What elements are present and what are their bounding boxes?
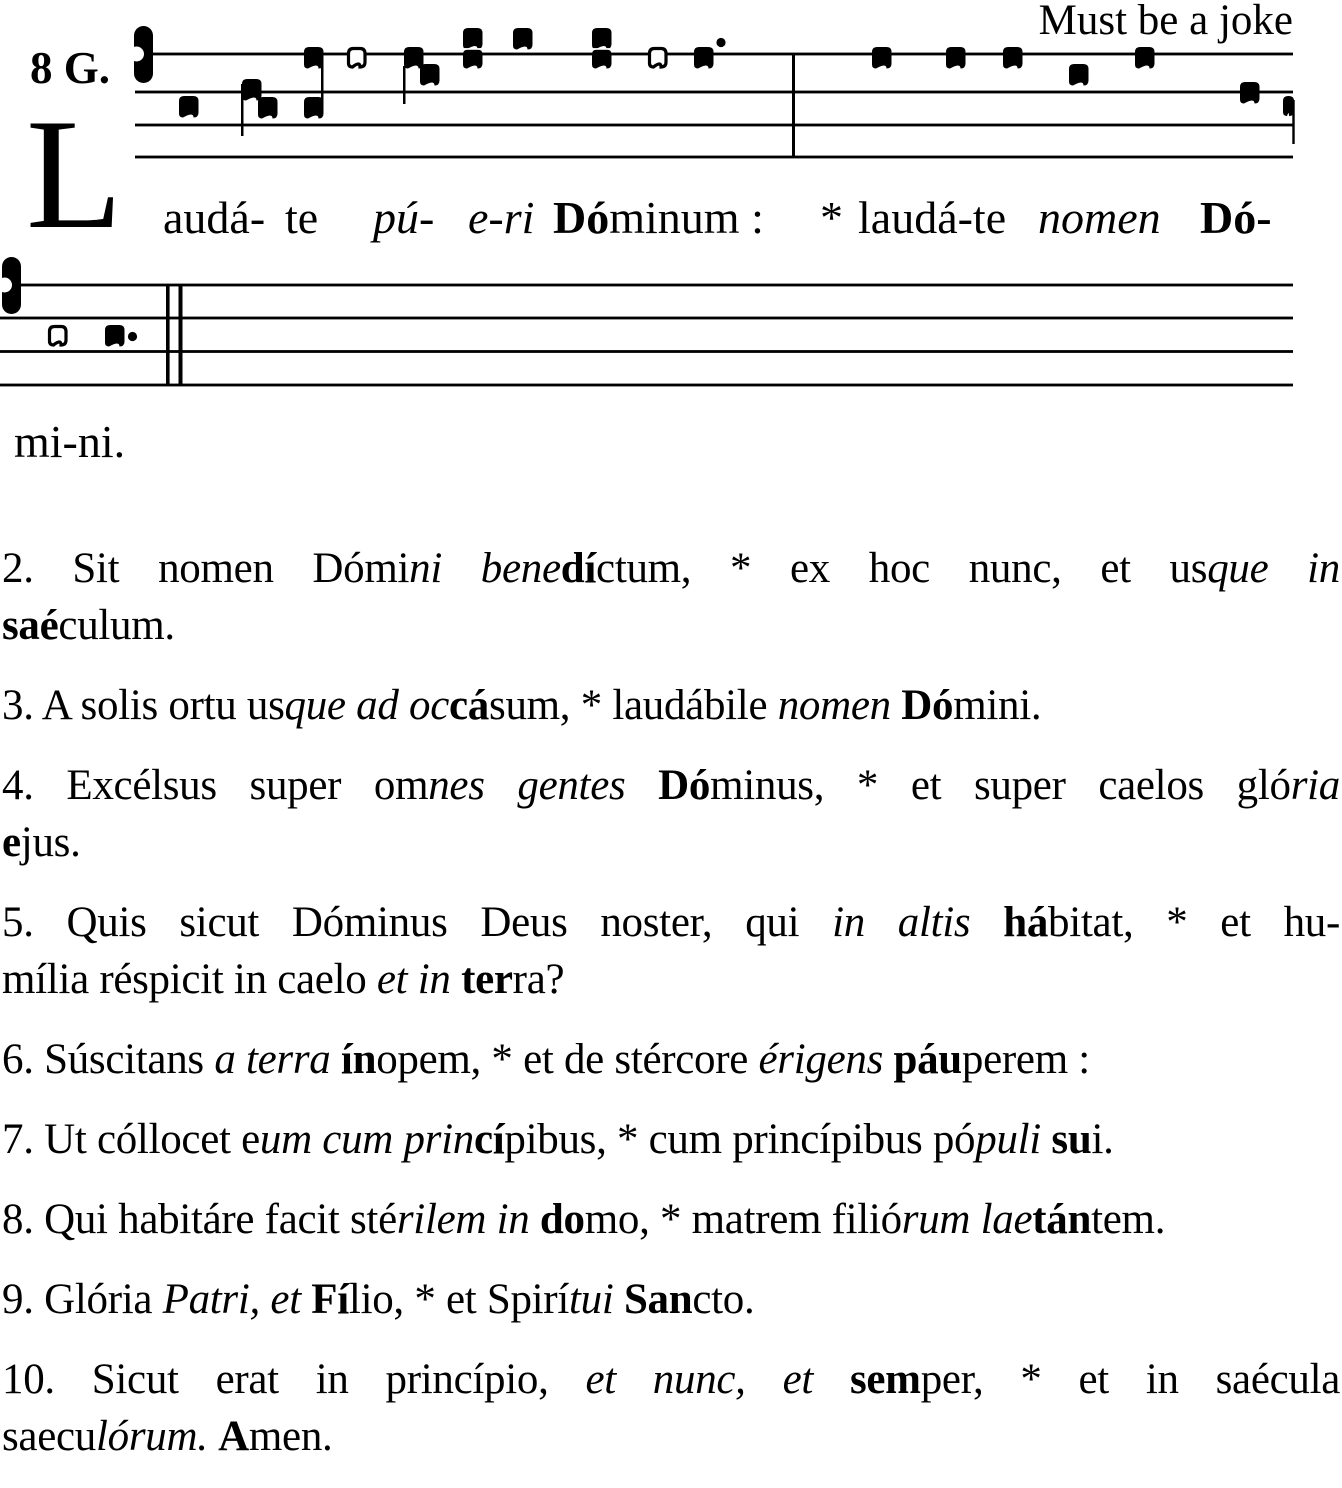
lyric-syllable [163, 191, 265, 244]
verse-text-run: mini. [953, 682, 1042, 729]
verse-text-run: saecu [2, 1413, 96, 1460]
punctum-note [872, 47, 892, 69]
verse-text-run [883, 1036, 893, 1083]
staff-line [135, 156, 1293, 159]
punctum-note [1069, 64, 1089, 86]
staff-line [0, 284, 1293, 287]
verse-text-run: 3. A solis ortu us [2, 682, 285, 729]
verse-text-run: ter [461, 956, 513, 1003]
verse-line [2, 814, 1340, 871]
verse-text-run [625, 762, 658, 809]
verse-text-run [746, 1356, 783, 1403]
psalm-verse [2, 1351, 1340, 1465]
verse-text-run: que ad oc [284, 682, 450, 729]
verse-text-run: sem [849, 1356, 921, 1403]
mora-dot [128, 332, 137, 341]
podatus-note [592, 50, 612, 69]
podatus-note [463, 50, 483, 69]
verse-text-run: tui [568, 1276, 614, 1323]
lyric-text-run: laudá-te [858, 192, 1007, 243]
podatus-note [304, 97, 324, 119]
verse-text-run: su [1051, 1116, 1092, 1163]
lyric-text-run: nomen [1038, 192, 1161, 243]
lyric-text-run: * [820, 192, 843, 243]
verse-text-run [330, 1036, 340, 1083]
verse-text-run: i. [1091, 1116, 1114, 1163]
c-clef-notch [129, 47, 144, 62]
psalm-verse [2, 1111, 1340, 1168]
verse-text-run: e [2, 819, 21, 866]
drop-cap-initial: L [26, 87, 123, 262]
lyric-syllable [820, 191, 843, 244]
custos-stem [1292, 100, 1294, 144]
lyric-syllable [14, 415, 125, 468]
verse-text-run: mo, * matrem filió [584, 1196, 902, 1243]
verse-text-run: 9. Glória [2, 1276, 163, 1323]
verse-text-run: a terra [214, 1036, 331, 1083]
verse-text-run: lio, * et Spirí [348, 1276, 569, 1323]
verse-text-run [891, 682, 901, 729]
verse-text-run: ctum, * ex hoc nunc, et us [596, 545, 1208, 592]
psalm-verse [2, 1031, 1340, 1088]
lyric-text-run: te [285, 192, 319, 243]
punctum-note [1240, 82, 1260, 104]
verse-text-run: nes gentes [428, 762, 626, 809]
staff-line [0, 384, 1293, 387]
verse-text-run: ni bene [409, 545, 561, 592]
verse-text-run: jus. [20, 819, 81, 866]
staff-line [135, 124, 1293, 127]
verse-text-run: puli [975, 1116, 1041, 1163]
verse-text-run: et [782, 1356, 814, 1403]
lyric-text-run: pú- [373, 192, 435, 243]
punctum-cavum-note [650, 49, 667, 68]
psalm-verse [2, 1191, 1340, 1248]
verse-line [2, 1111, 1340, 1168]
verse-text-run: ín [340, 1036, 377, 1083]
lyric-text-run: mi-ni. [14, 416, 126, 467]
verse-text-run: um cum prin [259, 1116, 474, 1163]
verse-text-run: cí [473, 1116, 505, 1163]
lyric-text-run: Dó [553, 192, 610, 243]
clivis-note [404, 47, 424, 69]
punctum-note [513, 28, 533, 50]
verse-text-run: et in [376, 956, 451, 1003]
staff-line [135, 91, 1293, 94]
verse-text-run: nomen [777, 682, 891, 729]
verse-text-run [301, 1276, 311, 1323]
verse-line [2, 894, 1340, 951]
verse-text-run [529, 1196, 539, 1243]
verse-text-run: sum, * laudábile [489, 682, 778, 729]
punctum-note [1003, 47, 1023, 69]
clivis-note [258, 97, 278, 119]
verse-text-run: men. [248, 1413, 333, 1460]
clivis-note [242, 79, 262, 101]
podatus-note [304, 47, 324, 69]
verse-text-run: opem, * et de stércore [376, 1036, 759, 1083]
lyric-text-run: audá- [163, 192, 266, 243]
verse-line [2, 1191, 1340, 1248]
psalm-verse [2, 1271, 1340, 1328]
psalm-verses [2, 540, 1340, 1488]
verse-text-run: saé [2, 602, 59, 649]
verse-text-run: há [1003, 899, 1049, 946]
punctum-note [105, 325, 125, 347]
verse-text-run: in altis [832, 899, 971, 946]
verse-text-run: érigens [758, 1036, 884, 1083]
verse-text-run: 6. Súscitans [2, 1036, 215, 1083]
verse-text-run: páu [893, 1036, 962, 1083]
psalm-verse [2, 677, 1340, 734]
verse-text-run: 4. Excélsus super om [2, 762, 429, 809]
verse-text-run: 7. Ut cóllocet e [2, 1116, 260, 1163]
punctum-note [946, 47, 966, 69]
psalm-verse [2, 540, 1340, 654]
verse-text-run [613, 1276, 623, 1323]
lyric-text-run: Dó- [1200, 192, 1272, 243]
verse-text-run: do [539, 1196, 585, 1243]
double-barline [166, 285, 170, 385]
verse-line [2, 1351, 1340, 1408]
lyric-syllable [858, 191, 1006, 244]
verse-line [2, 1031, 1340, 1088]
verse-text-run: 10. Sicut erat in princípio, [2, 1356, 586, 1403]
staff-line [0, 350, 1293, 353]
lyric-text-run: minum : [609, 192, 764, 243]
verse-text-run: perem : [961, 1036, 1090, 1083]
verse-text-run: ria [1290, 762, 1340, 809]
staff-line [0, 317, 1293, 320]
verse-text-run: cá [449, 682, 490, 729]
mode-label: 8 G. [30, 43, 111, 93]
clivis-stem [403, 66, 406, 104]
punctum-note [694, 47, 714, 69]
punctum-cavum-note [349, 49, 366, 68]
verse-text-run: culum. [58, 602, 175, 649]
verse-text-run: Dó [901, 682, 954, 729]
verse-text-run: 2. Sit nomen Dómi [2, 545, 410, 592]
verse-text-run: minus, * et super caelos gló [710, 762, 1291, 809]
verse-text-run: lórum. [96, 1413, 208, 1460]
lyric-syllable [1038, 191, 1161, 244]
verse-line [2, 540, 1340, 597]
verse-text-run: mília réspicit in caelo [2, 956, 377, 1003]
podatus-gap [462, 48, 484, 50]
handwritten-annotation: Must be a joke [1038, 0, 1293, 44]
lyric-syllable [285, 191, 318, 244]
psalm-verse [2, 757, 1340, 871]
verse-text-run: dí [560, 545, 597, 592]
double-barline [179, 285, 183, 385]
verse-line [2, 597, 1340, 654]
psalm-verse [2, 894, 1340, 1008]
verse-text-run [1041, 1116, 1051, 1163]
verse-text-run: A [218, 1413, 249, 1460]
barline [792, 54, 795, 157]
verse-line [2, 951, 1340, 1008]
verse-text-run [970, 899, 1003, 946]
verse-text-run: que in [1207, 545, 1340, 592]
verse-text-run: 8. Qui habitáre facit sté [2, 1196, 397, 1243]
verse-text-run: tán [1032, 1196, 1092, 1243]
punctum-note [1135, 47, 1155, 69]
verse-text-run: Fí [311, 1276, 349, 1323]
punctum-cavum-note [50, 327, 67, 346]
verse-text-run [208, 1413, 218, 1460]
lyric-syllable [553, 191, 764, 244]
lyric-syllable [468, 191, 534, 244]
verse-line [2, 1271, 1340, 1328]
verse-text-run: pibus, * cum princípibus pó [504, 1116, 976, 1163]
verse-text-run: 5. Quis sicut Dóminus Deus noster, qui [2, 899, 833, 946]
punctum-note [179, 96, 199, 118]
verse-line [2, 1408, 1340, 1465]
verse-text-run: rum lae [901, 1196, 1033, 1243]
podatus-note [463, 28, 483, 49]
lyric-syllable [1200, 191, 1272, 244]
clivis-note [420, 64, 440, 86]
verse-line [2, 677, 1340, 734]
verse-text-run [813, 1356, 850, 1403]
verse-text-run: et nunc, [585, 1356, 746, 1403]
podatus-note [592, 28, 612, 49]
verse-text-run: Dó [658, 762, 711, 809]
verse-text-run: rilem in [396, 1196, 530, 1243]
verse-text-run: per, * et in saécula [920, 1356, 1341, 1403]
mora-dot [716, 38, 725, 47]
verse-text-run: bitat, * et hu- [1048, 899, 1340, 946]
lyric-syllable [373, 191, 434, 244]
lyric-text-run: e-ri [468, 192, 535, 243]
verse-text-run [451, 956, 461, 1003]
podatus-gap [591, 48, 613, 50]
verse-text-run: ra? [512, 956, 565, 1003]
verse-text-run: Patri, et [162, 1276, 301, 1323]
verse-text-run: tem. [1091, 1196, 1166, 1243]
verse-text-run: San [623, 1276, 693, 1323]
verse-text-run: cto. [692, 1276, 755, 1323]
verse-line [2, 757, 1340, 814]
